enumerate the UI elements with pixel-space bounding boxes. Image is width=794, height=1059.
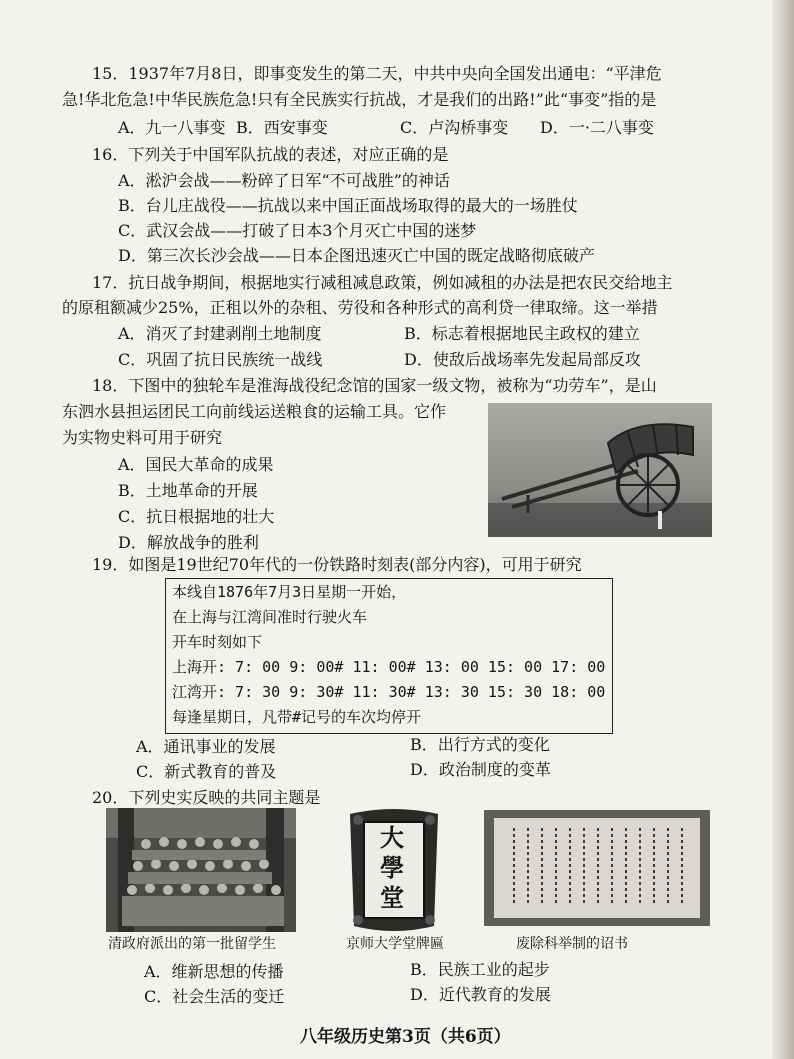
timetable-line-2: 在上海与江湾间准时行驶火车 [172,608,368,626]
q16-option-d: D．第三次长沙会战——日本企图迅速灭亡中国的既定战略彻底破产 [118,246,595,265]
timetable-jiangwan-row: 江湾开: 7: 30 9: 30# 11: 30# 13: 30 15: 30 18: 00 [172,683,606,701]
q18-option-b: B．土地革命的开展 [118,481,258,500]
q18-stem-line2: 东泗水县担运团民工向前线运送粮食的运输工具。它作 [62,402,447,421]
q15-stem-line2: 急!华北危急!中华民族危急!只有全民族实行抗战，才是我们的出路!”此“事变”指的是 [62,90,657,109]
caption-edict: 废除科举制的诏书 [516,936,628,952]
q16-stem: 16．下列关于中国军队抗战的表述，对应正确的是 [92,145,449,164]
q15-option-d: D．一·二八事变 [540,118,654,137]
q19-option-a: A．通讯事业的发展 [136,737,276,756]
q18-option-d: D．解放战争的胜利 [118,533,259,552]
students-group-image [106,808,296,932]
q17-stem-line2: 的原租额减少25%，正租以外的杂租、劳役和各种形式的高利贷一律取缔。这一举措 [62,298,658,317]
timetable-shanghai-row: 上海开: 7: 00 9: 00# 11: 00# 13: 00 15: 00 17: 00 [172,658,606,676]
q19-option-b: B．出行方式的变化 [410,735,550,754]
edict-document-image [484,810,710,926]
q19-stem: 19．如图是19世纪70年代的一份铁路时刻表(部分内容)，可用于研究 [92,555,582,574]
scan-edge-shadow [772,0,794,1059]
q17-stem-line1: 17．抗日战争期间，根据地实行减租减息政策，例如减租的办法是把农民交给地主 [92,273,673,292]
q16-option-a: A．淞沪会战——粉碎了日军“不可战胜”的神话 [118,171,450,190]
page-footer: 八年级历史第3页（共6页） [300,1027,511,1047]
q19-option-d: D．政治制度的变革 [410,760,551,779]
timetable-line-1: 本线自1876年7月3日星期一开始， [172,583,407,601]
q19-option-c: C．新式教育的普及 [136,762,277,781]
students-photo [106,808,296,932]
q17-option-b: B．标志着根据地民主政权的建立 [404,324,640,343]
q20-stem: 20．下列史实反映的共同主题是 [92,788,321,807]
q18-option-c: C．抗日根据地的壮大 [118,507,275,526]
q18-stem-line1: 18．下图中的独轮车是淮海战役纪念馆的国家一级文物，被称为“功劳车”，是山 [92,376,657,395]
plaque-char-2: 學 [380,853,404,882]
q16-option-b: B．台儿庄战役——抗战以来中国正面战场取得的最大的一场胜仗 [118,196,578,215]
q18-option-a: A．国民大革命的成果 [118,455,274,474]
q20-option-d: D．近代教育的发展 [410,985,551,1004]
caption-students: 清政府派出的第一批留学生 [108,936,276,952]
q20-option-b: B．民族工业的起步 [410,960,550,979]
imperial-edict-photo [484,810,710,926]
timetable-line-6: 每逢星期日，凡带#记号的车次均停开 [172,708,422,726]
q17-option-a: A．消灭了封建剥削土地制度 [118,324,322,343]
q17-option-c: C．巩固了抗日民族统一战线 [118,350,323,369]
q15-option-c: C．卢沟桥事变 [400,118,509,137]
q15-stem-line1: 15．1937年7月8日，即事变发生的第二天，中共中央向全国发出通电：“平津危 [92,64,662,83]
q16-option-c: C．武汉会战——打破了日本3个月灭亡中国的迷梦 [118,221,477,240]
wheelbarrow-image [488,403,712,537]
q18-stem-line3: 为实物史料可用于研究 [62,428,223,447]
plaque-char-1: 大 [380,823,404,852]
caption-plaque: 京师大学堂牌匾 [346,936,444,952]
q20-option-a: A．维新思想的传播 [144,962,284,981]
q17-option-d: D．使敌后战场率先发起局部反攻 [404,350,641,369]
wheelbarrow-photo [488,403,712,537]
q20-option-c: C．社会生活的变迁 [144,987,285,1006]
timetable-line-3: 开车时刻如下 [172,633,263,651]
q15-option-a: A．九一八事变 [118,118,226,137]
q15-option-b: B．西安事变 [236,118,328,137]
plaque-char-3: 堂 [380,883,404,912]
